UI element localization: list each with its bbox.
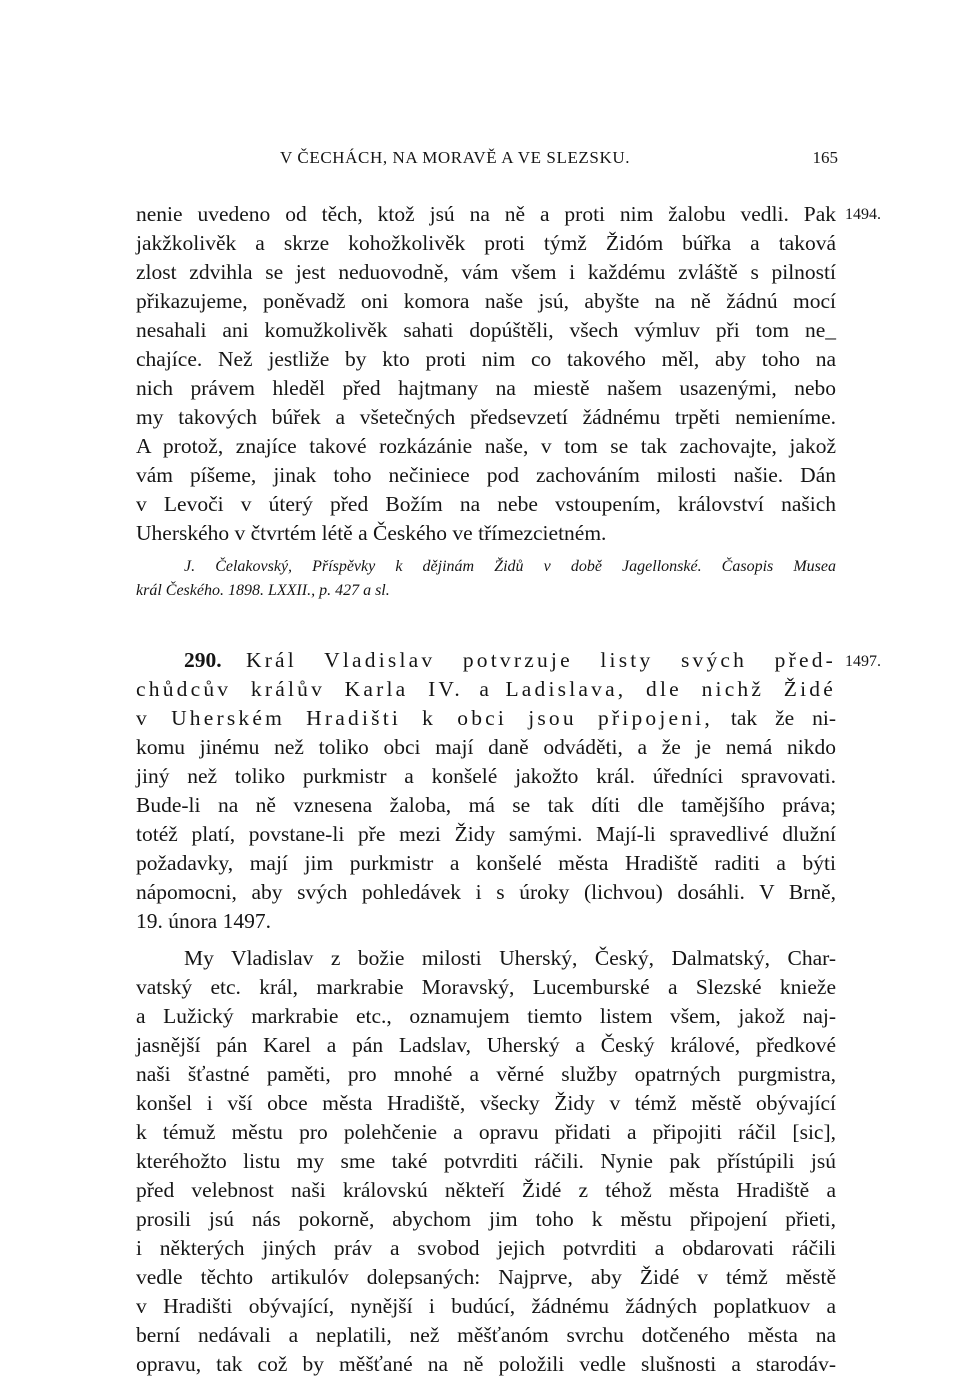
text-line: přikazujeme, poněvadž oni komora naše jsú, abyšte na ně žádnú mocí — [136, 289, 836, 313]
margin-year: 1494. — [845, 206, 881, 223]
page-number: 165 — [812, 148, 838, 167]
margin-year: 1497. — [845, 653, 881, 670]
body-line: prosili jsú nás pokorně, abychom jim toho k městu připojení přieti, — [136, 1207, 836, 1231]
text-line: my takových búřek a všetečných předsevzetí žádnému trpěti nemieníme. — [136, 405, 836, 429]
body-line: kteréhožto listu my sme také potvrditi ráčili. Nynie pak přístúpili jsú — [136, 1149, 836, 1173]
body-line: k témuž městu pro polehčenie a opravu přidati a připojiti ráčil [sic], — [136, 1120, 836, 1144]
text-line: nesahali ani komužkolivěk sahati dopúštěli, všech výmluv při tom ne_ — [136, 318, 836, 342]
summary-line: totéž platí, povstane-li pře mezi Židy samými. Mají-li spravedlivé dlužní — [136, 822, 836, 846]
summary-line: 19. února 1497. — [136, 909, 271, 933]
body-line: berní nedávali a neplatili, než měšťanóm svrchu dotčeného města na — [136, 1323, 836, 1347]
text-line: A protož, znajíce takové rozkázánie naše, v tom se tak zachovajte, jakož — [136, 434, 836, 458]
body-line: naši šťastné paměti, pro mnohé a věrné služby opatrných purgmistra, — [136, 1062, 836, 1086]
running-header — [280, 147, 840, 169]
heading-spaced-text: Král Vladislav potvrzuje listy svých před- — [245, 648, 836, 672]
body-line: vedle těchto artikulóv dolepsaných: Najprve, aby Židé v témž městě — [136, 1265, 836, 1289]
section-number: 290. — [184, 648, 222, 672]
running-title: V ČECHÁCH, NA MORAVĚ A VE SLEZSKU. — [280, 148, 631, 167]
summary-line: Bude-li na ně vznesena žaloba, má se tak díti dle tamějšího práva; — [136, 793, 836, 817]
citation-line: J. Čelakovský, Příspěvky k dějinám Židů v době Jagellonské. Časopis Musea — [184, 558, 836, 575]
summary-line: nápomocni, aby svých pohledávek i s úroky (lichvou) dosáhli. V Brně, — [136, 880, 836, 904]
text-line: vám píšeme, jinak toho nečiniece pod zachováním milosti našie. Dán — [136, 463, 836, 487]
body-line: opravu, tak což by měšťané na ně položili vedle slušnosti a starodáv- — [136, 1352, 836, 1376]
heading-spaced-text: Ladislava, dle nichž Židé — [505, 677, 836, 701]
citation-line: král Českého. 1898. LXXII., p. 427 a sl. — [136, 582, 390, 599]
section-heading-line — [184, 646, 836, 674]
summary-line: jiný než toliko purkmistr a konšelé jakožto král. úředníci spravovati. — [136, 764, 836, 788]
text-line: Uherského v čtvrtém létě a Českého ve třímezcietném. — [136, 521, 607, 545]
body-line: před velebnost naši královskú někteří Židé z téhož města Hradiště a — [136, 1178, 836, 1202]
heading-spaced-text: v Uherském Hradišti k obci jsou připojeni, — [136, 706, 713, 730]
body-line: v Hradišti obývající, nynější i budúcí, žádnému žádných poplatkuov a — [136, 1294, 836, 1318]
body-line: vatský etc. král, markrabie Moravský, Lucemburské a Slezské knieže — [136, 975, 836, 999]
text-line: zlost zdvihla se jest neduovodně, vám všem i každému zvláště s pilností — [136, 260, 836, 284]
heading-plain-text: a — [462, 677, 506, 701]
text-line: v Levoči v úterý před Božím na nebe vstoupením, království našich — [136, 492, 836, 516]
heading-spaced-text: chůdcův králův Karla IV. — [136, 677, 463, 701]
text-line: jakžkolivěk a skrze kohožkolivěk proti týmž Židóm búřka a taková — [136, 231, 836, 255]
body-line: My Vladislav z božie milosti Uherský, Český, Dalmatský, Char- — [184, 946, 836, 970]
summary-line: požadavky, mají jim purkmistr a konšelé města Hradiště raditi a býti — [136, 851, 836, 875]
section-heading-line — [136, 675, 836, 703]
body-line: jasnější pán Karel a pán Ladslav, Uherský a Český králové, předkové — [136, 1033, 836, 1057]
text-line: nich právem hleděl před hajtmany na miestě našem usazenými, nebo — [136, 376, 836, 400]
text-line: chajíce. Než jestliže by kto proti nim co takového měl, aby toho na — [136, 347, 836, 371]
heading-plain-text: tak že ni- — [712, 706, 836, 730]
section-heading-line — [136, 704, 836, 732]
summary-line: komu jinému než toliko obci mají daně odváděti, a že je nemá nikdo — [136, 735, 836, 759]
body-line: a Lužický markrabie etc., oznamujem tiemto listem všem, jakož naj- — [136, 1004, 836, 1028]
body-line: i některých jiných práv a svobod jejich potvrditi a obdarovati ráčili — [136, 1236, 836, 1260]
text-line: nenie uvedeno od těch, ktož jsú na ně a proti nim žalobu vedli. Pak — [136, 202, 836, 226]
body-line: konšel i vší obce města Hradiště, všecky Židy v témž městě obývající — [136, 1091, 836, 1115]
